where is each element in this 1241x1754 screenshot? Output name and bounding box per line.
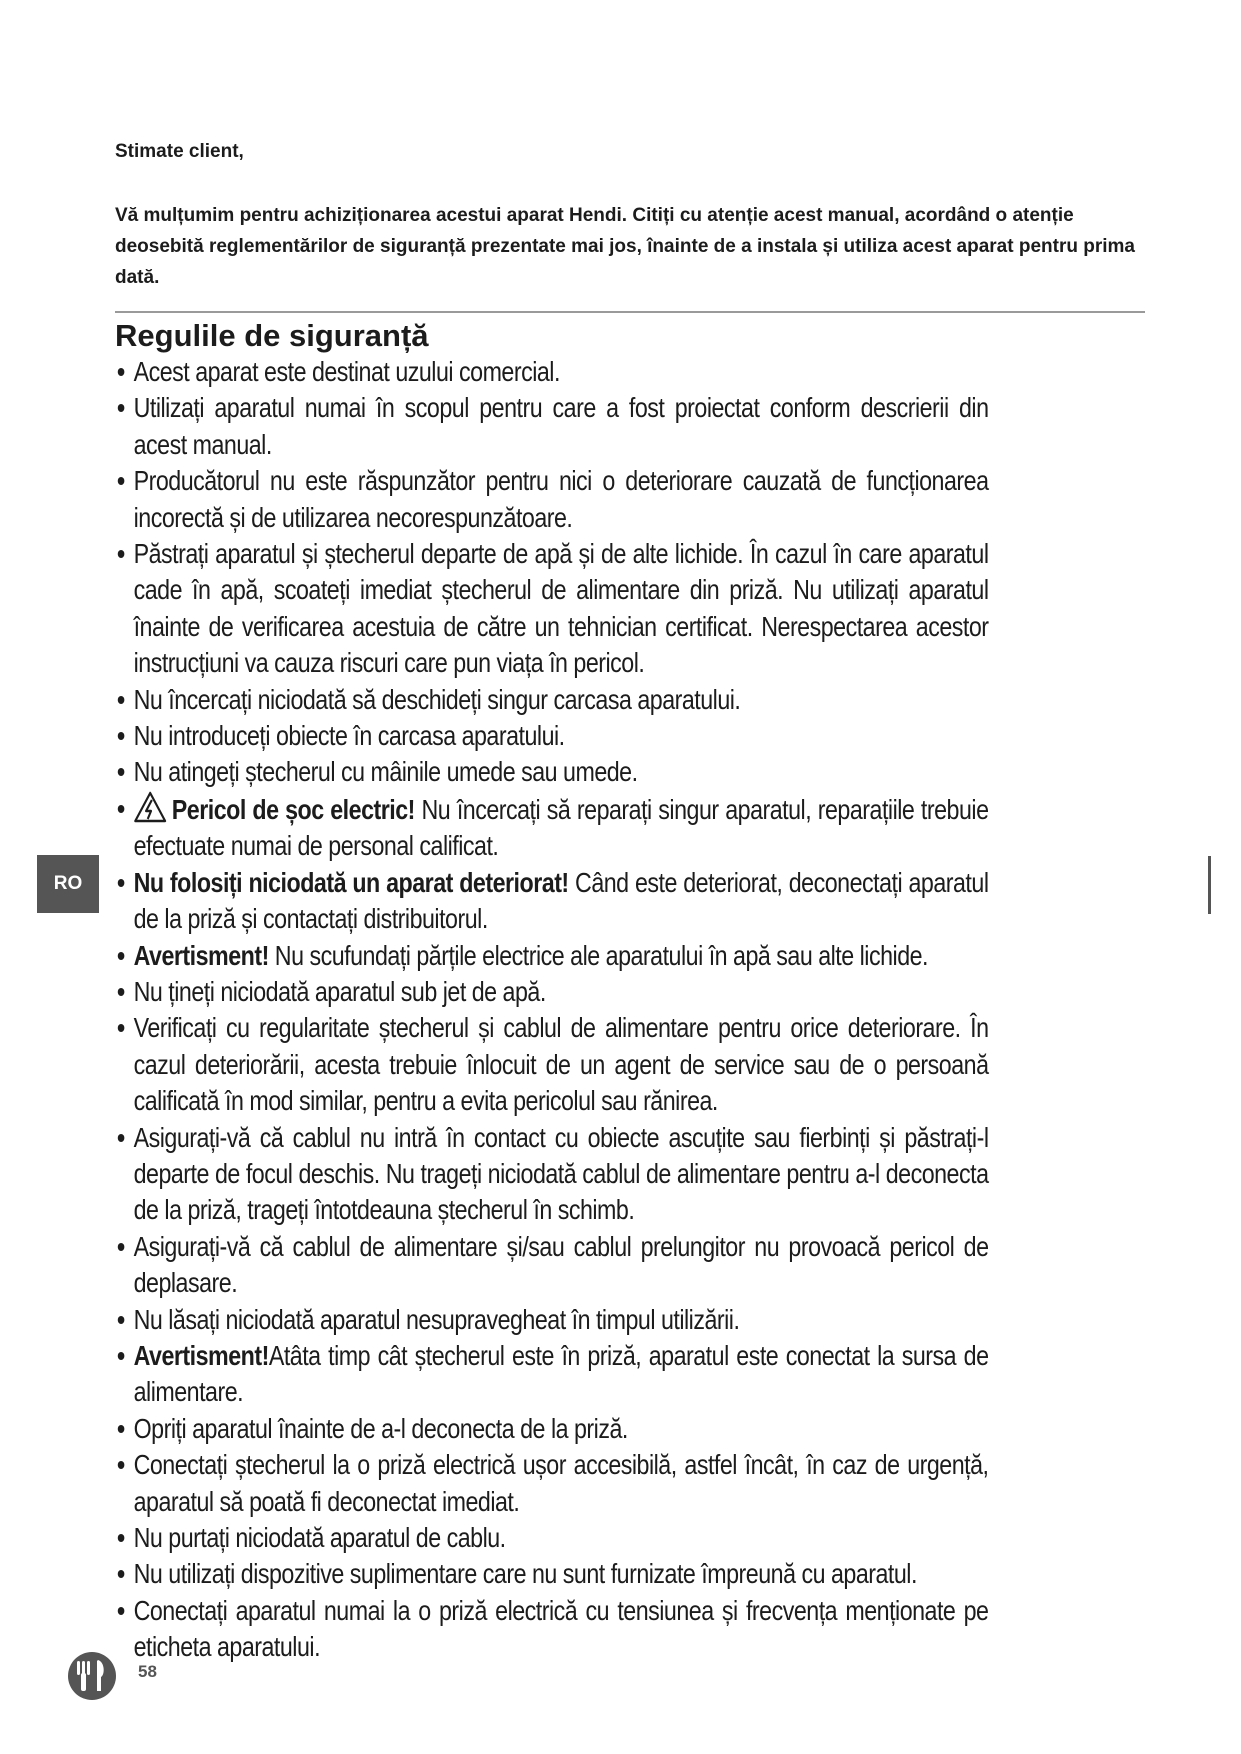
list-item-bold: Pericol de șoc electric! — [171, 793, 415, 825]
section-title: Regulile de siguranță — [115, 318, 429, 353]
bullet: • — [117, 939, 125, 971]
list-item — [117, 354, 989, 390]
list-item-bold: Avertisment! — [133, 939, 269, 971]
list-item — [117, 1229, 989, 1302]
list-item-text: Conectați ștecherul la o priză electrică ușor accesibilă, astfel încât, în caz de urgență, aparatul să poată fi deconectat imediat. — [133, 1449, 989, 1517]
bullet: • — [117, 1339, 125, 1371]
list-item-text: Utilizați aparatul numai în scopul pentru care a fost proiectat conform descrierii din acest manual. — [133, 392, 989, 460]
list-item-text: Asigurați-vă că cablul de alimentare și/sau cablul prelungitor nu provoacă pericol de deplasare. — [133, 1230, 989, 1299]
list-item-text: Când este deteriorat, deconectați aparatul de la priză și contactați distribuitorul. — [133, 866, 989, 935]
list-item-text: Acest aparat este destinat uzului comercial. — [133, 356, 560, 387]
list-item — [117, 536, 989, 682]
chapter-marker — [1208, 856, 1211, 914]
list-item — [117, 390, 989, 463]
list-item-text: Asigurați-vă că cablul nu intră în contact cu obiecte ascuțite sau fierbinți și păstrați-l departe de focul deschis. Nu trageți niciodată cablul de alimentare pentru a-l deconecta de la priză, trageți întotdeauna ștecherul în schimb. — [133, 1121, 989, 1226]
bullet: • — [117, 465, 125, 497]
list-item-text: Opriți aparatul înainte de a-l deconecta de la priză. — [133, 1412, 628, 1444]
safety-rules-list — [117, 354, 989, 1666]
bullet: • — [117, 1449, 125, 1481]
list-item — [117, 938, 989, 974]
bullet: • — [117, 1012, 125, 1044]
bullet: • — [117, 975, 125, 1007]
list-item — [117, 1556, 989, 1592]
bullet: • — [117, 1558, 125, 1590]
bullet: • — [117, 792, 125, 824]
list-item — [117, 1010, 989, 1119]
list-item-text: Nu atingeți ștecherul cu mâinile umede sau umede. — [133, 756, 638, 788]
bullet: • — [117, 1522, 125, 1553]
list-item-bold: Avertisment! — [133, 1339, 269, 1371]
bullet: • — [117, 1121, 125, 1153]
list-item — [117, 865, 989, 938]
list-item-text: Nu purtați niciodată aparatul de cablu. — [133, 1522, 506, 1553]
bullet: • — [117, 866, 125, 898]
list-item-bold: Nu folosiți niciodată un aparat deteriorat! — [133, 866, 569, 898]
electric-hazard-icon — [134, 791, 167, 823]
list-item-text: Conectați aparatul numai la o priză electrică cu tensiunea și frecvența menționate pe eticheta aparatului. — [133, 1594, 989, 1663]
list-item-text: Nu țineți niciodată aparatul sub jet de apă. — [133, 975, 546, 1007]
list-item-text: Producătorul nu este răspunzător pentru nici o deteriorare cauzată de funcționarea incorectă și de utilizarea necorespunzătoare. — [133, 465, 989, 533]
list-item — [117, 718, 989, 754]
language-tab: RO — [37, 855, 99, 913]
bullet: • — [117, 1412, 125, 1444]
intro-paragraph: Vă mulțumim pentru achiziționarea acestui aparat Hendi. Citiți cu atenție acest manual, acordând o atenție deosebită reglementărilor de siguranță prezentate mai jos, înainte de a instala și utiliza acest aparat pentru prima dată. — [115, 205, 1135, 288]
divider — [115, 311, 1145, 313]
list-item — [117, 1338, 989, 1411]
list-item — [117, 1520, 989, 1556]
bullet: • — [117, 720, 125, 752]
bullet: • — [117, 1303, 125, 1335]
bullet: • — [117, 1230, 125, 1262]
list-item-text: Păstrați aparatul și ștecherul departe de apă și de alte lichide. În cazul în care aparatul cade în apă, scoateți imediat ștecherul de alimentare din priză. Nu utilizați aparatul înainte de verificarea acestuia de către un tehnician certificat. Nerespectarea acestor instrucțiuni va cauza riscuri care pun viața în pericol. — [133, 538, 989, 679]
list-item — [117, 1447, 989, 1520]
list-item — [117, 682, 989, 718]
list-item-text: Verificați cu regularitate ștecherul și cablul de alimentare pentru orice deteriorare. În cazul deteriorării, acesta trebuie înlocuit de un agent de service sau de o persoană calificată în mod similar, pentru a evita pericolul sau rănirea. — [133, 1012, 989, 1117]
list-item-text: Nu scufundați părțile electrice ale aparatului în apă sau alte lichide. — [268, 939, 929, 971]
bullet: • — [117, 356, 125, 387]
list-item — [117, 754, 989, 790]
page-number: 58 — [138, 1662, 157, 1681]
list-item-text: Nu încercați niciodată să deschideți singur carcasa aparatului. — [133, 683, 741, 715]
bullet: • — [117, 1594, 125, 1626]
list-item-text: Nu utilizați dispozitive suplimentare care nu sunt furnizate împreună cu aparatul. — [133, 1558, 917, 1590]
list-item-text: Nu încercați să reparați singur aparatul, reparațiile trebuie efectuate numai de personal calificat. — [133, 793, 989, 862]
list-item — [117, 463, 989, 536]
greeting: Stimate client, — [115, 141, 244, 162]
bullet: • — [117, 538, 125, 570]
list-item — [117, 791, 989, 865]
list-item-text: Nu introduceți obiecte în carcasa aparatului. — [133, 720, 565, 752]
list-item — [117, 1120, 989, 1229]
list-item-text: Atâta timp cât ștecherul este în priză, aparatul este conectat la sursa de alimentare. — [133, 1339, 989, 1408]
cutlery-logo-icon — [67, 1651, 117, 1701]
bullet: • — [117, 756, 125, 788]
list-item — [117, 1593, 989, 1666]
list-item-text: Nu lăsați niciodată aparatul nesupravegheat în timpul utilizării. — [133, 1303, 740, 1335]
list-item — [117, 974, 989, 1010]
list-item — [117, 1302, 989, 1338]
bullet: • — [117, 683, 125, 715]
list-item — [117, 1411, 989, 1447]
bullet: • — [117, 392, 125, 424]
